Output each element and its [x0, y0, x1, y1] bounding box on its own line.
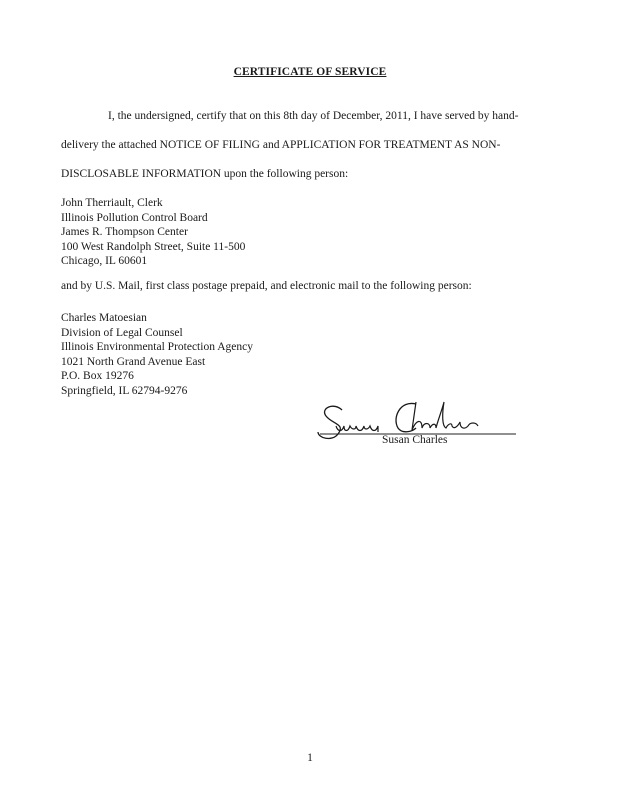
address-line: 1021 North Grand Avenue East — [61, 355, 206, 368]
page-number: 1 — [307, 752, 313, 764]
address-line: Illinois Pollution Control Board — [61, 211, 208, 224]
signer-printed-name: Susan Charles — [382, 434, 448, 446]
mail-service-line: and by U.S. Mail, first class postage prepaid, and electronic mail to the following person: — [61, 280, 472, 292]
address-line: James R. Thompson Center — [61, 226, 188, 239]
address-line: Division of Legal Counsel — [61, 326, 183, 339]
address-line: Illinois Environmental Protection Agency — [61, 341, 253, 354]
address-line: Charles Matoesian — [61, 312, 147, 324]
address-line: Springfield, IL 62794-9276 — [61, 384, 188, 397]
recipient-address-1 — [61, 196, 245, 269]
address-line: Chicago, IL 60601 — [61, 255, 148, 268]
body-line-1: I, the undersigned, certify that on this 8th day of December, 2011, I have served by hand- — [108, 110, 519, 122]
body-line-2: delivery the attached NOTICE OF FILING and APPLICATION FOR TREATMENT AS NON- — [61, 139, 501, 151]
address-line: John Therriault, Clerk — [61, 197, 163, 209]
address-line: P.O. Box 19276 — [61, 370, 134, 383]
document-title: CERTIFICATE OF SERVICE — [233, 66, 387, 78]
recipient-address-2 — [61, 311, 253, 399]
body-line-3: DISCLOSABLE INFORMATION upon the following person: — [61, 168, 349, 180]
address-line: 100 West Randolph Street, Suite 11-500 — [61, 240, 246, 253]
